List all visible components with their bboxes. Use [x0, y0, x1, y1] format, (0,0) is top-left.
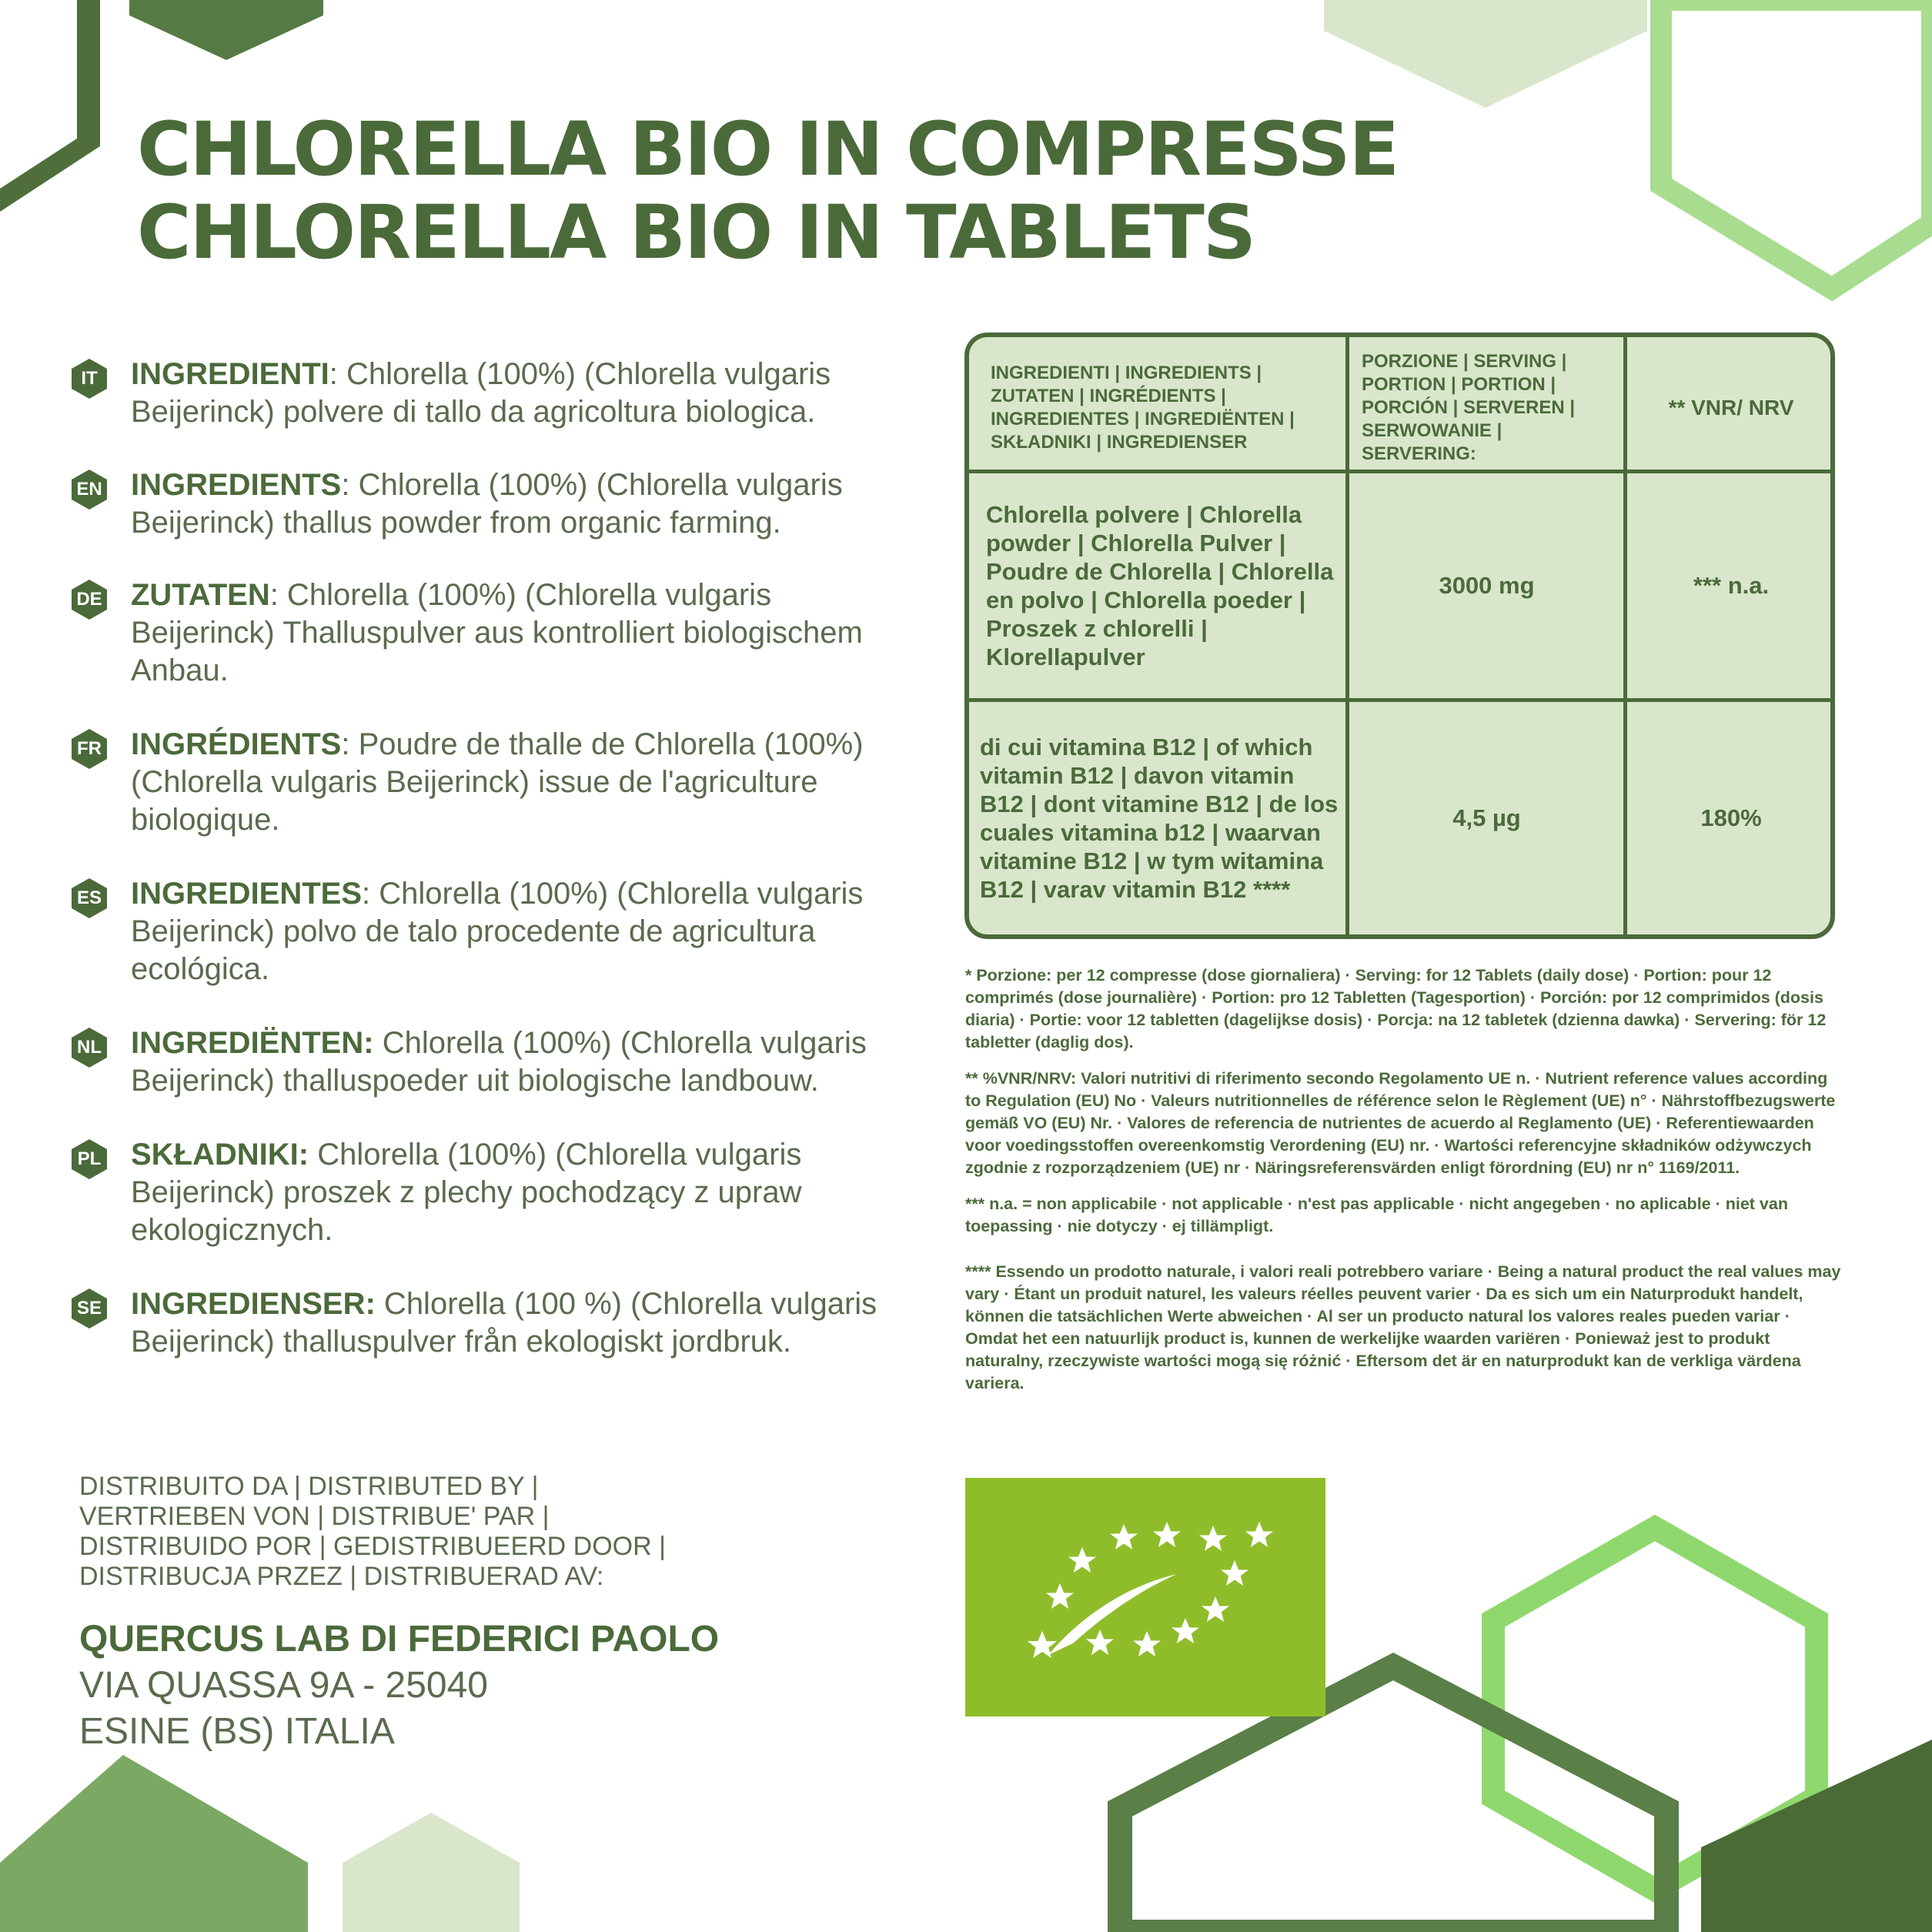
ingredient-item-pl: [68, 1136, 914, 1249]
table-header-nrv: ** VNR/ NRV: [1668, 396, 1794, 419]
language-badge-fr: FR: [68, 727, 111, 770]
address-line-2: ESINE (BS) ITALIA: [79, 1711, 395, 1752]
language-badge-en: EN: [68, 468, 111, 511]
ingredient-text: Chlorella (100 %) (Chlorella vulgaris Beijerinck) thalluspulver från ekologiskt jordbruk.: [131, 1287, 877, 1359]
table-header-ingredients: INGREDIENTI | INGREDIENTS | ZUTATEN | INGRÉDIENTS | INGREDIENTES | INGREDIËNTEN | SKŁADNIKI | INGREDIENSER: [991, 363, 1295, 453]
ingredient-text: Chlorella (100%) (Chlorella vulgaris Beijerinck) thalluspoeder uit biologische landbouw.: [131, 1026, 867, 1098]
title-line-2: CHLORELLA BIO IN TABLETS: [137, 189, 1255, 276]
page-title: [137, 108, 1398, 274]
table-row-2-nrv: 180%: [1700, 804, 1762, 831]
ingredient-text: : Chlorella (100%) (Chlorella vulgaris Beijerinck) Thalluspulver aus kontrolliert biologischem Anbau.: [131, 578, 863, 687]
hexagon-top-left-small: [129, 0, 323, 60]
footnote-nrv: ** %VNR/NRV: Valori nutritivi di riferimento secondo Regolamento UE n. · Nutrient reference values according to Regulation (EU) No · Valeurs nutritionnelles de référence selon le Règlement (UE) n° · Nährstoffbezugswerte gemäß VO (EU) Nr. · Valores de referencia de nutrientes de acuerdo al Reglamento (UE) · Referentiewaarden voor voedingsstoffen overeenkomstig Verordening (EU) nr. · Wartości referencyjne składników odżywczych zgodnie z rozporządzeniem (UE) nr · Näringsreferensvärden enligt förordning (EU) nr n° 1169/2011.: [965, 1069, 1836, 1177]
ingredient-label: INGREDIENTS: [131, 468, 342, 502]
ingredient-item-fr: [68, 726, 914, 839]
ingredients-list: [68, 356, 914, 1361]
title-line-1: CHLORELLA BIO IN COMPRESSE: [137, 106, 1399, 192]
ingredient-item-es: [68, 875, 914, 988]
ingredient-item-it: [68, 356, 914, 431]
language-badge-nl: NL: [68, 1026, 111, 1069]
table-header-serving: PORZIONE | SERVING | PORTION | PORTION | PORCIÓN | SERVEREN | SERWOWANIE | SERVERING:: [1362, 351, 1576, 464]
ingredient-label: ZUTATEN: [131, 578, 270, 612]
table-divider: [969, 470, 1830, 473]
table-row-1-nrv: *** n.a.: [1693, 572, 1770, 599]
ingredient-text: : Chlorella (100%) (Chlorella vulgaris Beijerinck) polvere di tallo da agricoltura biologica.: [131, 357, 831, 429]
language-badge-es: ES: [68, 877, 111, 920]
table-row-1-name: Chlorella polvere | Chlorella powder | Chlorella Pulver | Poudre de Chlorella | Chlorella en polvo | Chlorella poeder | Proszek z chlorelli | Klorellapulver: [986, 501, 1334, 670]
ingredient-text: Chlorella (100%) (Chlorella vulgaris Beijerinck) proszek z plechy pochodzący z upraw ekologicznych.: [131, 1138, 802, 1247]
table-row-1-amount: 3000 mg: [1439, 572, 1535, 599]
hexagon-corner-top-left: [0, 0, 100, 212]
footnote-natural-product: **** Essendo un prodotto naturale, i valori reali potrebbero variare · Being a natural product the real values may vary · Étant un produit naturel, les valeurs réelles peuvent varier · Da es sich um ein Naturprodukt handelt, können die tatsächlichen Werte abweichen · Al ser un producto natural los valores reales pueden variar · Omdat het een natuurlijk product is, kunnen de werkelijke waarden variëren · Ponieważ jest to produkt naturalny, rzeczywiste wartości mogą się różnić · Eftersom det är en naturprodukt kan de verkliga värdena variera.: [965, 1262, 1841, 1392]
language-badge-it: IT: [68, 357, 111, 400]
language-badge-pl: PL: [68, 1138, 111, 1181]
ingredient-text: : Chlorella (100%) (Chlorella vulgaris Beijerinck) polvo de talo procedente de agricultura ecológica.: [131, 877, 864, 986]
language-badge-de: DE: [68, 578, 111, 621]
table-divider: [1345, 337, 1349, 934]
hexagon-bottom-left: [0, 1755, 308, 1932]
ingredient-label: INGREDIENTI: [131, 357, 329, 391]
ingredient-item-de: [68, 577, 914, 690]
ingredient-label: INGREDIENTES: [131, 877, 363, 911]
ingredient-item-en: [68, 466, 914, 542]
language-badge-se: SE: [68, 1287, 111, 1330]
table-row-2-amount: 4,5 µg: [1452, 804, 1521, 831]
distributor-heading: DISTRIBUITO DA | DISTRIBUTED BY | VERTRIEBEN VON | DISTRIBUE' PAR | DISTRIBUIDO POR | GEDISTRIBUEERD DOOR | DISTRIBUCJA PRZEZ | DISTRIBUERAD AV:: [79, 1472, 666, 1591]
ingredient-item-se: [68, 1285, 914, 1361]
ingredient-text: : Chlorella (100%) (Chlorella vulgaris Beijerinck) thallus powder from organic farming.: [131, 468, 843, 540]
ingredient-label: INGRÉDIENTS: [131, 727, 342, 761]
hexagon-top-pale: [1324, 0, 1647, 108]
ingredient-label: INGREDIENSER:: [131, 1287, 376, 1321]
table-row-2-name: di cui vitamina B12 | of which vitamin B12 | davon vitamin B12 | dont vitamine B12 | de los cuales vitamina b12 | waarvan vitamine B12 | w tym witamina B12 | varav vitamin B12 ****: [980, 734, 1339, 903]
table-divider: [969, 698, 1830, 702]
hexagon-outline-top-right: [1661, 0, 1932, 289]
ingredient-item-nl: [68, 1024, 914, 1100]
hexagon-bottom-left-pale: [343, 1813, 520, 1932]
address-line-1: VIA QUASSA 9A - 25040: [79, 1665, 488, 1706]
ingredient-label: INGREDIËNTEN:: [131, 1026, 374, 1060]
table-divider: [1623, 337, 1627, 934]
nutrition-table: [964, 333, 1835, 939]
footnote-serving: * Porzione: per 12 compresse (dose giornaliera) · Serving: for 12 Tablets (daily dose) · Portion: pour 12 comprimés (dose journalière) · Portion: pro 12 Tabletten (Tagesportion) · Porción: por 12 comprimidos (dosis diaria) · Portie: voor 12 tabletten (dagelijkse dosis) · Porcja: na 12 tabletek (dzienna dawka) · Servering: för 12 tabletter (daglig dos).: [965, 966, 1827, 1051]
footnotes: [965, 964, 1843, 1409]
company-name: QUERCUS LAB DI FEDERICI PAOLO: [79, 1619, 720, 1660]
ingredient-text: : Poudre de thalle de Chlorella (100%) (Chlorella vulgaris Beijerinck) issue de l'agriculture biologique.: [131, 727, 864, 837]
footnote-na: *** n.a. = non applicabile · not applicable · n'est pas applicable · nicht angegeben · no aplicable · niet van toepassing · nie dotyczy · ej tillämpligt.: [965, 1195, 1788, 1235]
eu-organic-leaf-logo: [965, 1478, 1325, 1716]
ingredient-label: SKŁADNIKI:: [131, 1138, 309, 1172]
